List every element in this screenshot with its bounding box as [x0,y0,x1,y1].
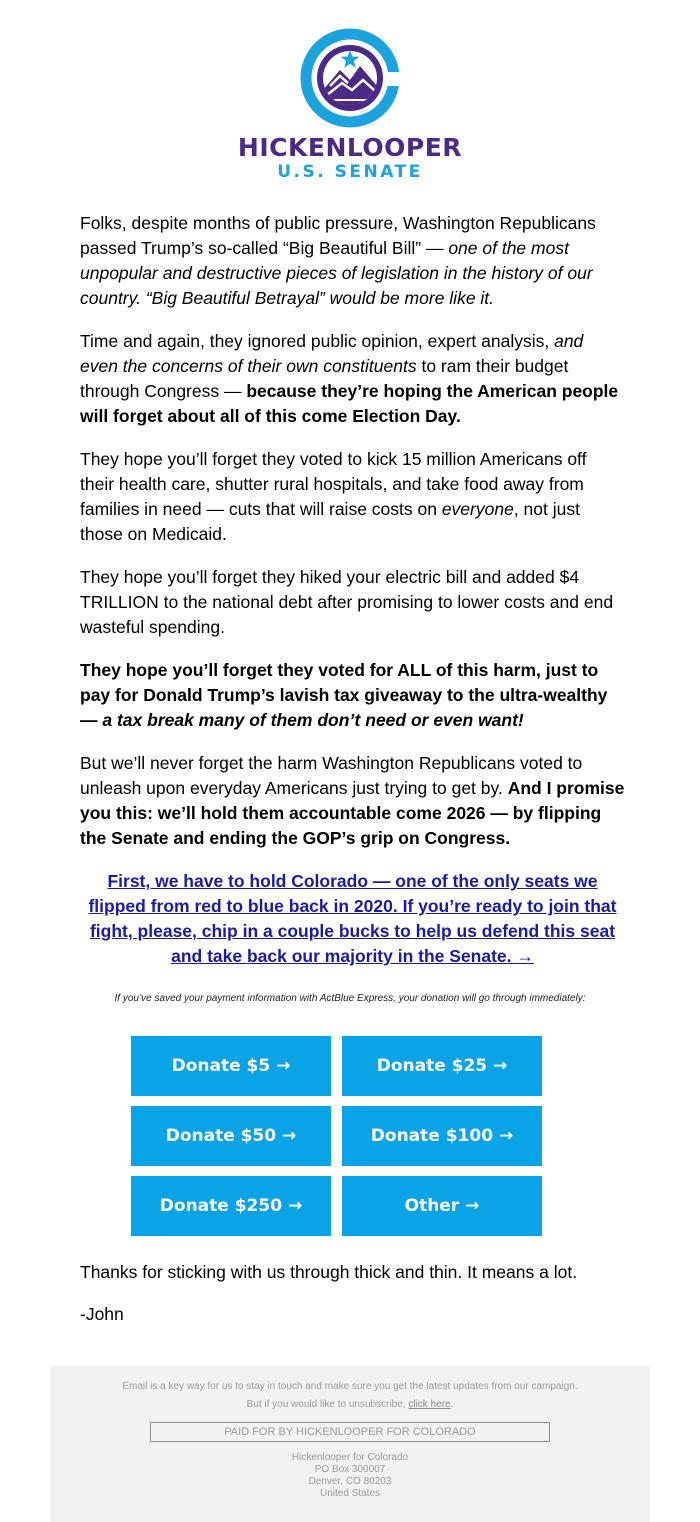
paragraph-3 [80,447,625,547]
paragraph-1 [80,211,625,311]
paragraph-5 [80,658,625,733]
donate-50-button[interactable]: Donate $50 → [131,1106,331,1166]
italic-text: everyone [441,499,514,519]
mailing-address [50,1452,650,1500]
address-line: Denver, CO 80203 [308,1476,392,1487]
donate-cta-link[interactable]: First, we have to hold Colorado — one of the only seats we flipped from red to blue back in 2020. If you’re ready to join that fight, please, chip in a couple bucks to help us defend this seat and take back our majority in the Senate. → [88,871,617,966]
mountain-star-icon [300,28,400,128]
text: Time and again, they ignored public opinion, expert analysis, [80,331,555,351]
actblue-express-note: If you’ve saved your payment information with ActBlue Express, your donation will go through immediately: [114,993,586,1004]
text: But we’ll never forget the harm Washington Republicans voted to unleash upon everyday Americans just trying to get by. [80,753,583,798]
text: But if you would like to unsubscribe, [246,1399,409,1410]
text: to ram their budget through Congress — [80,356,569,401]
donate-other-button[interactable]: Other → [342,1176,542,1236]
paragraph-4: They hope you’ll forget they hiked your electric bill and added $4 TRILLION to the national debt after promising to lower costs and end wasteful spending. [80,567,614,637]
cta-paragraph [80,869,625,969]
bold-text: They hope you’ll forget they voted for ALL of this harm, just to pay for Donald Trump’s lavish tax giveaway to the ultra-wealthy — [80,660,608,730]
paragraph-6 [80,751,625,851]
italic-text: one of the most unpopular and destructive pieces of legislation in the history of our country. “Big Beautiful Betrayal” would be more like it. [80,238,593,308]
logo-subtitle: U.S. SENATE [277,162,423,182]
paid-for-disclaimer: PAID FOR BY HICKENLOOPER FOR COLORADO [150,1422,550,1442]
bold-italic-text: a tax break many of them don’t need or even want! [102,710,524,730]
footer-line-2 [50,1396,650,1414]
italic-text: and even the concerns of their own constituents [80,331,584,376]
footer-line-1: Email is a key way for us to stay in touch and make sure you get the latest updates from our campaign. [122,1381,578,1392]
donate-100-button[interactable]: Donate $100 → [342,1106,542,1166]
bold-text: And I promise you this: we’ll hold them accountable come 2026 — by flipping the Senate and ending the GOP’s grip on Congress. [80,778,625,848]
address-line: United States [319,1488,381,1499]
footer [50,1366,650,1522]
campaign-logo[interactable] [0,28,700,182]
donate-5-button[interactable]: Donate $5 → [131,1036,331,1096]
text: . [450,1399,454,1410]
bold-text: because they’re hoping the American people will forget about all of this come Election Day. [80,381,619,426]
donate-250-button[interactable]: Donate $250 → [131,1176,331,1236]
unsubscribe-link[interactable]: click here [408,1399,451,1410]
text: They hope you’ll forget they voted to kick 15 million Americans off their health care, shutter rural hospitals, and take food away from families in need — cuts that will raise costs on [80,449,587,519]
text: , not just those on Medicaid. [80,499,580,544]
address-line: PO Box 300007 [314,1464,386,1475]
logo-name: HICKENLOOPER [237,133,463,162]
closing-text: Thanks for sticking with us through thick and thin. It means a lot. [80,1262,578,1282]
paragraph-2 [80,329,625,429]
signature: -John [80,1304,124,1324]
donate-25-button[interactable]: Donate $25 → [342,1036,542,1096]
address-line: Hickenlooper for Colorado [291,1452,409,1463]
email-body [80,211,625,987]
text: Folks, despite months of public pressure, Washington Republicans passed Trump’s so-called “Big Beautiful Bill” — [80,213,596,258]
